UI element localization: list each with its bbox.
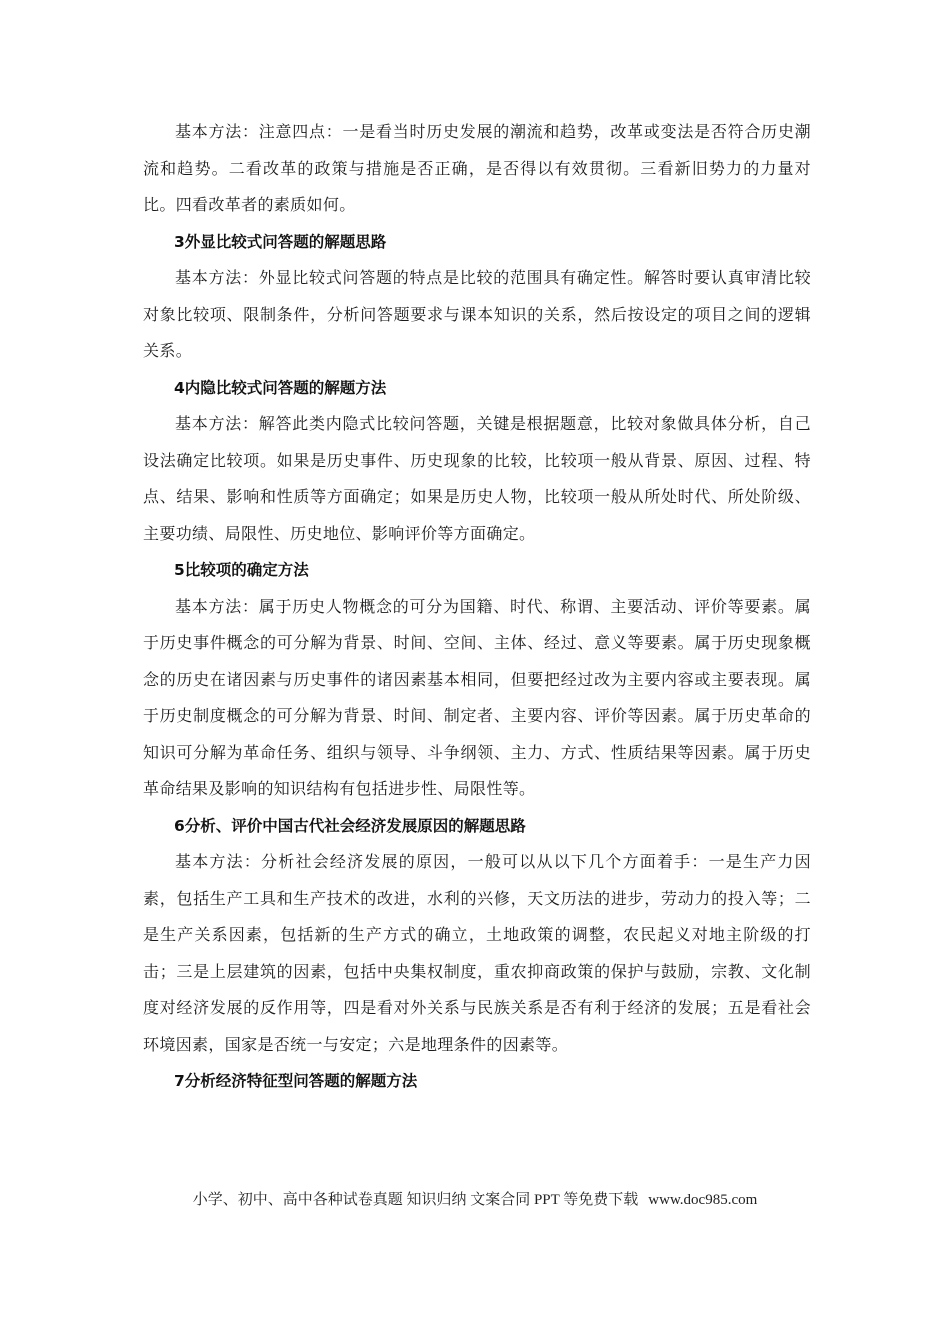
body-paragraph: 基本方法：解答此类内隐式比较问答题，关键是根据题意，比较对象做具体分析，自己设法确定比较项。如果是历史事件、历史现象的比较，比较项一般从背景、原因、过程、特点、结果、影响和性质等方面确定；如果是历史人物，比较项一般从所处时代、所处阶级、主要功绩、局限性、历史地位、影响评价等方面确定。	[143, 414, 811, 543]
section-heading: 6分析、评价中国古代社会经济发展原因的解题思路	[174, 816, 526, 835]
section-heading: 3外显比较式问答题的解题思路	[174, 232, 387, 251]
body-paragraph: 基本方法：属于历史人物概念的可分为国籍、时代、称谓、主要活动、评价等要素。属于历史事件概念的可分解为背景、时间、空间、主体、经过、意义等要素。属于历史现象概念的历史在诸因素与历史事件的诸因素基本相同，但要把经过改为主要内容或主要表现。属于历史制度概念的可分解为背景、时间、制定者、主要内容、评价等因素。属于历史革命的知识可分解为革命任务、组织与领导、斗争纲领、主力、方式、性质结果等因素。属于历史革命结果及影响的知识结构有包括进步性、局限性等。	[143, 596, 811, 798]
page-footer	[0, 1188, 950, 1209]
section-heading: 7分析经济特征型问答题的解题方法	[174, 1072, 418, 1090]
footer-text: 小学、初中、高中各种试卷真题 知识归纳 文案合同 PPT 等免费下载	[192, 1192, 639, 1208]
footer-website-link[interactable]: www.doc985.com	[648, 1192, 758, 1208]
body-paragraph: 基本方法：分析社会经济发展的原因，一般可以从以下几个方面着手：一是生产力因素，包括生产工具和生产技术的改进，水利的兴修，天文历法的进步，劳动力的投入等；二是生产关系因素，包括新的生产方式的确立，土地政策的调整，农民起义对地主阶级的打击；三是上层建筑的因素，包括中央集权制度，重农抑商政策的保护与鼓励，宗教、文化制度对经济发展的反作用等，四是看对外关系与民族关系是否有利于经济的发展；五是看社会环境因素，国家是否统一与安定；六是地理条件的因素等。	[143, 852, 811, 1054]
section-heading: 5比较项的确定方法	[174, 561, 309, 579]
section-heading: 4内隐比较式问答题的解题方法	[174, 378, 387, 397]
body-paragraph: 基本方法：外显比较式问答题的特点是比较的范围具有确定性。解答时要认真审清比较对象比较项、限制条件，分析问答题要求与课本知识的关系，然后按设定的项目之间的逻辑关系。	[143, 268, 811, 360]
document-body	[143, 114, 811, 1100]
body-paragraph: 基本方法：注意四点：一是看当时历史发展的潮流和趋势，改革或变法是否符合历史潮流和趋势。二看改革的政策与措施是否正确，是否得以有效贯彻。三看新旧势力的力量对比。四看改革者的素质如何。	[143, 122, 811, 214]
